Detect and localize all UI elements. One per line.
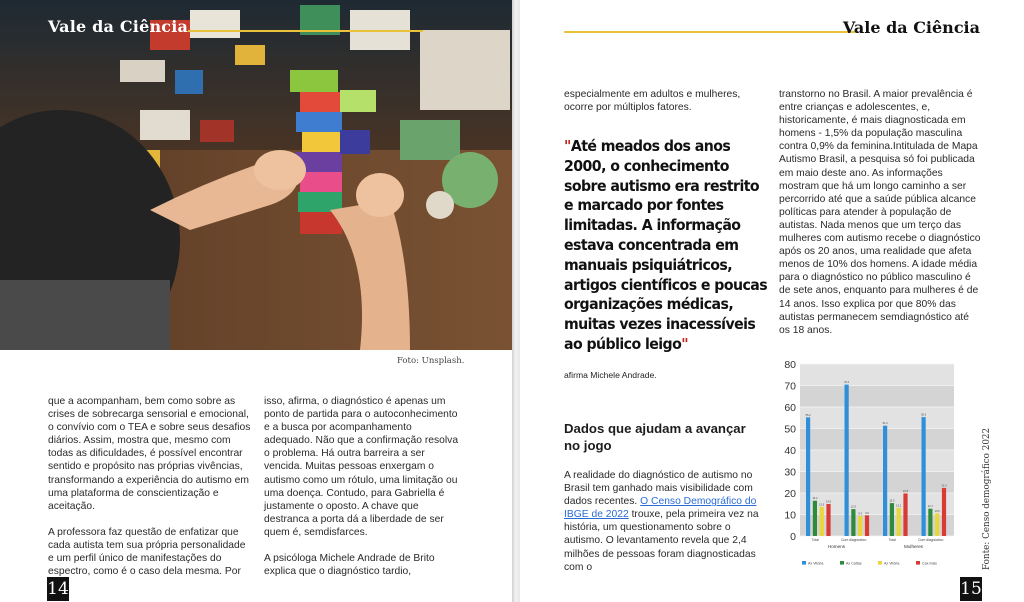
- cover-photo: [0, 0, 512, 350]
- y-tick-label: 10: [784, 509, 796, 522]
- chart-source: Fonte: Censo demográfico 2022: [982, 427, 992, 570]
- quote-open-mark: ": [564, 137, 571, 155]
- plot-band: [800, 407, 954, 429]
- right-page: [520, 0, 1024, 602]
- bar-value-label: 14.9: [825, 500, 832, 504]
- paragraph: transtorno no Brasil. A maior prevalência é entre crianças e adolescentes, e, historicamente, é mais diagnosticada em homens - 1,5% da população masculina contra 0,9% da feminina.Intitulada de Mapa Autismo Brasil, a pesquisa só foi publicada em maio deste ano. As informações mostram que há um longo caminho a ser percorrido até que a saúde pública alcance políticas para atender à população de autistas. Nada menos que um terço das mulheres com autismo recebe o diagnóstico após os 20 anos, uma realidade que afeta menos de 10% dos homens. A idade média para o diagnóstico no público masculino é de sete anos, enquanto para mulheres é de 14 anos. Isso explica por que 80% das autistas permanecem semdiagnóstico até os 18 anos.: [779, 89, 981, 336]
- y-tick-label: 0: [790, 531, 796, 543]
- spine-gutter: [512, 0, 520, 602]
- bar: [942, 488, 946, 536]
- y-tick-label: 60: [784, 402, 796, 414]
- bar: [883, 426, 887, 536]
- plot-band: [800, 364, 954, 386]
- y-tick-label: 50: [784, 423, 796, 436]
- bar-value-label: 10.5: [934, 509, 940, 513]
- bar: [935, 513, 939, 536]
- bar: [851, 509, 855, 536]
- body-column: [564, 469, 764, 574]
- paragraph: isso, afirma, o diagnóstico é apenas um ponto de partida para o autoconhecimento e a busca por acompanhamento adequado. Não que a confirmação resolva o problema. Há outra barreira a ser vencida. Muitas pessoas enxergam o autismo como um rótulo, uma limitação ou uma doença. Contudo, para Gabriella é justamente o oposto. A chave que destranca a porta dá a liberdade de ser quem é, semdisfarces.: [264, 396, 459, 538]
- pull-quote: [564, 137, 769, 355]
- bar-value-label: 55.3: [921, 413, 927, 417]
- bar: [813, 501, 817, 536]
- bar: [890, 503, 894, 536]
- bar-value-label: 51.3: [882, 422, 888, 426]
- bar: [928, 509, 932, 536]
- legend-swatch: [840, 561, 844, 565]
- magazine-title: Vale da Ciência: [48, 17, 189, 36]
- y-tick-label: 40: [784, 445, 796, 457]
- y-tick-label: 20: [784, 488, 796, 500]
- bar-value-label: 12.5: [850, 505, 856, 509]
- plot-band: [800, 386, 954, 408]
- legend-label: Ax Vitória: [808, 561, 824, 566]
- bar: [922, 417, 926, 536]
- bar-value-label: 9.6: [865, 511, 869, 515]
- body-text: A realidade do diagnóstico de autismo no Brasil tem ganhado mais visibilidade com dados recentes.: [564, 470, 753, 508]
- bar-value-label: 12.7: [927, 505, 933, 509]
- quote-attribution: afirma Michele Andrade.: [564, 370, 657, 380]
- legend-label: Ax Vitória: [884, 561, 900, 566]
- bar-value-label: 13.5: [819, 503, 825, 507]
- bar-value-label: 13.1: [896, 504, 902, 508]
- bar-value-label: 16.4: [812, 497, 818, 501]
- bar: [806, 417, 810, 536]
- body-text: trouxe, pela primeira vez na história, um questionamento sobre o autismo. O levantamento revela que 2,4 milhões de pessoas foram diagnosticadas com o: [564, 509, 759, 573]
- legend-swatch: [916, 561, 920, 565]
- legend-label: Cax mais: [922, 561, 937, 566]
- legend-swatch: [878, 561, 882, 565]
- bar: [820, 507, 824, 536]
- bar-value-label: 70.4: [844, 381, 850, 385]
- bar-value-label: 15.3: [889, 499, 895, 503]
- bar-value-label: 55.2: [805, 413, 811, 417]
- x-tick-label: Com diagnóstico: [841, 538, 867, 542]
- intro-text: [564, 88, 760, 114]
- title-rule: [564, 31, 855, 33]
- legend-swatch: [802, 561, 806, 565]
- bar: [903, 493, 907, 536]
- chart-svg: [776, 356, 960, 568]
- bar: [897, 508, 901, 536]
- x-tick-label: Com diagnóstico: [918, 538, 944, 542]
- bar: [826, 504, 830, 536]
- y-tick-label: 80: [784, 359, 796, 371]
- group-label: Homens: [827, 544, 846, 549]
- page-number: 15: [960, 579, 982, 599]
- left-column-1: [48, 395, 254, 578]
- bar: [845, 385, 849, 536]
- photo-illustration: [0, 0, 512, 350]
- paragraph: que a acompanham, bem como sobre as crises de sobrecarga sensorial e emocional, o convívio com o TEA e sobre seus desafios diários. Assim, mostra que, mesmo com todas as dificuldades, é possível encontrar sentido e propósito nas próprias vivências, transformando a experiência do autismo em uma plataforma de conscientização e aceitação.: [48, 396, 251, 512]
- y-tick-label: 70: [784, 380, 796, 393]
- bar-value-label: 9.3: [858, 512, 863, 516]
- paragraph: A psicóloga Michele Andrade de Brito explica que o diagnóstico tardio,: [264, 553, 435, 578]
- plot-band: [800, 429, 954, 451]
- paragraph: especialmente em adultos e mulheres, ocorre por múltiplos fatores.: [564, 89, 741, 114]
- magazine-title: Vale da Ciência: [842, 18, 980, 37]
- x-tick-label: Total: [888, 538, 896, 542]
- title-rule: [188, 30, 423, 32]
- bar: [865, 515, 869, 536]
- plot-band: [800, 472, 954, 494]
- paragraph: A professora faz questão de enfatizar que cada autista tem sua própria personalidade e um perfil único de manifestações do espectro, como é o caso dela mesma. Por: [48, 526, 246, 578]
- y-tick-label: 30: [784, 466, 796, 479]
- legend-label: Ax Cattas: [846, 561, 862, 566]
- photo-credit: Foto: Unsplash.: [397, 356, 465, 366]
- page-number: 14: [47, 579, 69, 599]
- bar: [858, 516, 862, 536]
- group-label: Mulheres: [904, 544, 923, 549]
- quote-close-mark: ": [681, 334, 689, 353]
- plot-band: [800, 450, 954, 472]
- censo-link[interactable]: O Censo Demográfico do IBGE de 2022: [564, 496, 757, 521]
- x-tick-label: Total: [811, 538, 819, 542]
- paragraph: [564, 469, 764, 574]
- right-column-2: [779, 88, 981, 337]
- bar-value-label: 19.8: [902, 489, 909, 493]
- bar-value-label: 22.3: [941, 484, 947, 488]
- left-column-2: [264, 395, 460, 578]
- section-heading: Dados que ajudam a avançar no jogo: [564, 421, 746, 453]
- quote-text: Até meados dos anos 2000, o conhecimento sobre autismo era restrito e marcado por fontes limitadas. A informação estava concentrada em manuais psiquiátricos, artigos científicos e poucas organizações médicas, muitas vezes inacessíveis ao público leigo: [564, 137, 768, 353]
- bar-chart: [776, 356, 960, 568]
